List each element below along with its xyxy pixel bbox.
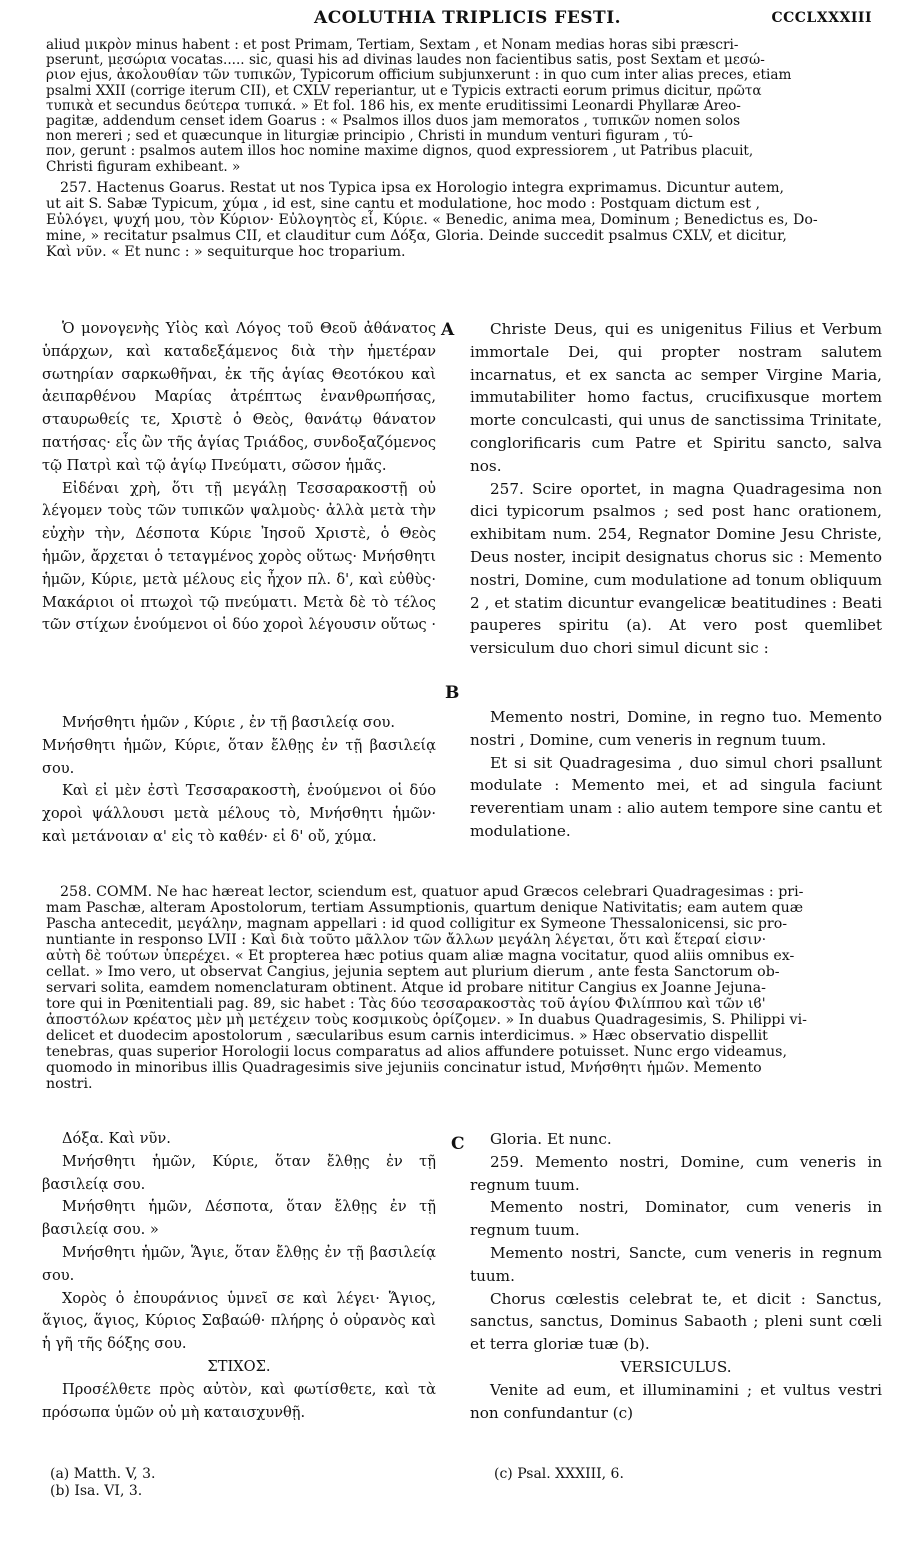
greek-verse: Μνήσθητι ἡμῶν, Κύριε, ὅταν ἔλθῃς ἐν τῇ βασιλείᾳ σου. [42,1152,436,1193]
text-line: 257. Hactenus Goarus. Restat ut nos Typica ipsa ex Horologio integra exprimamus. Dicuntur autem, [60,180,785,196]
text-line: psalmi XXII (corrige iterum CII), et CXLV reperiantur, ut e Typicis extracti eorum primus dicitur, πρῶτα [46,82,762,99]
greek-column-a [42,318,436,637]
text-line: ut ait S. Sabæ Typicum, χύμα , id est, sine cantu et modulatione, hoc modo : Postquam dictum est , [46,196,760,212]
greek-verse: Μνήσθητι ἡμῶν, Δέσποτα, ὅταν ἔλθῃς ἐν τῇ βασιλείᾳ σου. » [42,1198,436,1239]
text-line: delicet et duodecim apostolorum , sæcularibus esum carnis interdicimus. » Hæc observatio dispellit [46,1028,768,1044]
greek-rubric: Εἰδέναι χρὴ, ὅτι τῇ μεγάλῃ Τεσσαρακοστῇ οὐ λέγομεν τοὺς τῶν τυπικῶν ψαλμοὺς· ἀλλὰ μετὰ τὴν εὐχὴν τὴν, Δέσποτα Κύριε Ἰησοῦ Χριστὲ, ὁ Θεὸς ἡμῶν, ἄρχεται ὁ τεταγμένος χορὸς οὕτως· Μνήσθητι ἡμῶν, Κύριε, μετὰ μέλους εἰς ἦχον πλ. δ', καὶ εὐθὺς· Μακάριοι οἱ πτωχοὶ τῷ πνεύματι. Μετὰ δὲ τὸ τέλος τῶν στίχων ἑνούμενοι οἱ δύο χοροὶ λέγουσιν οὕτως · [42,479,436,634]
margin-letter-c: C [451,1134,465,1154]
latin-verse: 259. Memento nostri, Domine, cum veneris in regnum tuum. [470,1152,882,1194]
footnote: (c) Psal. XXXIII, 6. [494,1466,624,1482]
latin-column-c [470,1128,882,1424]
text-line: tenebras, quas superior Horologii locus comparatus ad alios affundere potuisset. Nunc ergo videamus, [46,1044,787,1060]
latin-verse: Chorus cœlestis celebrat te, et dicit : Sanctus, sanctus, sanctus, Dominus Sabaoth ; pleni sunt cœli et terra gloriæ tuæ (b). [470,1289,882,1354]
latin-heading: VERSICULUS. [620,1357,732,1376]
greek-column-c [42,1128,436,1424]
latin-doxology: Gloria. Et nunc. [490,1130,612,1148]
text-line: servari solita, eamdem nomenclaturam obtinent. Atque id probare nititur Cangius ex Joanne Jejuna- [46,980,766,996]
margin-letter-a: A [441,320,455,340]
intro-paragraph [46,38,882,175]
latin-verse: Memento nostri, Dominator, cum veneris in regnum tuum. [470,1198,882,1240]
greek-verse: Μνήσθητι ἡμῶν , Κύριε , ἐν τῇ βασιλείᾳ σου. [62,714,396,731]
greek-column-b [42,712,436,849]
text-line: tore qui in Pœnitentiali pag. 89, sic habet : Τὰς δύο τεσσαρακοστὰς τοῦ ἁγίου Φιλίππου καὶ τῶν ιϐ' [46,996,766,1012]
text-line: Pascha antecedit, μεγάλην, magnam appellari : id quod colligitur ex Symeone Thessalonicensi, sic pro- [46,916,788,932]
text-line: Christi figuram exhibeant. » [46,158,241,175]
greek-verse: Χορὸς ὁ ἐπουράνιος ὑμνεῖ σε καὶ λέγει· Ἅγιος, ἅγιος, ἅγιος, Κύριος Σαβαώθ· πλήρης ὁ οὐρανὸς καὶ ἡ γῆ τῆς δόξης σου. [42,1289,436,1353]
text-line: quomodo in minoribus illis Quadragesimis sive jejuniis concinatur istud, Μνήσθητι ἡμῶν. Memento [46,1060,762,1076]
text-line: τυπικὰ et secundus δεύτερα τυπικά. » Et fol. 186 his, ex mente eruditissimi Leonardi Phyllaræ Areo- [46,97,741,114]
text-line: mine, » recitatur psalmus CII, et clauditur cum Δόξα, Gloria. Deinde succedit psalmus CXLV, et dicitur, [46,228,787,244]
text-line: ἀποστόλων κρέατος μὲν μὴ μετέχειν τοὺς κοσμικοὺς ὁρίζομεν. » In duabus Quadragesimis, S. Philippi vi- [46,1012,807,1028]
text-line: aliud μικρὸν minus habent : et post Primam, Tertiam, Sextam , et Nonam medias horas sibi præscri- [46,37,739,53]
latin-verse: Memento nostri, Sancte, cum veneris in regnum tuum. [470,1243,882,1285]
greek-troparion: Ὁ μονογενὴς Υἱὸς καὶ Λόγος τοῦ Θεοῦ ἀθάνατος ὑπάρχων, καὶ καταδεξάμενος διὰ τὴν ἡμετέραν σωτηρίαν σαρκωθῆναι, ἐκ τῆς ἁγίας Θεοτόκου καὶ ἀειπαρθένου Μαρίας ἀτρέπτως ἐνανθρωπήσας, σταυρωθείς τε, Χριστὲ ὁ Θεὸς, θανάτῳ θάνατον πατήσας· εἷς ὢν τῆς ἁγίας Τριάδος, συνδοξαζόμενος τῷ Πατρὶ καὶ τῷ ἁγίῳ Πνεύματι, σῶσον ἡμᾶς. [42,320,436,474]
latin-column-b [470,706,882,843]
footnotes-left [50,1466,430,1500]
latin-verse: Venite ad eum, et illuminamini ; et vultus vestri non confundantur (c) [470,1380,882,1422]
text-line: αὐτὴ δὲ τούτων ὑπερέχει. « Et propterea hæc potius quam aliæ magna vocitatur, quod aliis omnibus ex- [46,948,795,964]
latin-column-a [470,318,882,660]
text-line: pagitæ, addendum censet idem Goarus : « Psalmos illos duos jam memoratos , τυπικῶν nomen solos [46,113,741,130]
text-line: pserunt, μεσώρια vocatas..... sic, quasi his ad divinas laudes non facientibus satis, post Sextam et μεσώ- [46,52,765,69]
text-line: πον, gerunt : psalmos autem illos hoc nomine maxime dignos, quod expressiorem , ut Patribus placuit, [46,143,754,160]
text-line: mam Paschæ, alteram Apostolorum, tertiam Assumptionis, quartum denique Nativitatis; eam autem quæ [46,900,804,916]
latin-rubric: Et si sit Quadragesima , duo simul chori psallunt modulate : Memento mei, et ad singula faciunt reverentiam unam : alio autem tempore sine cantu et modulatione. [470,753,882,840]
text-line: Εὐλόγει, ψυχή μου, τὸν Κύριον· Εὐλογητὸς εἶ, Κύριε. « Benedic, anima mea, Dominum ; Benedictus es, Do- [46,212,818,228]
paragraph-257 [46,180,882,260]
latin-rubric: 257. Scire oportet, in magna Quadragesima non dici typicorum psalmos ; sed post hanc orationem, exhibitam num. 254, Regnator Domine Jesu Christe, Deus noster, incipit designatus chorus sic : Memento nostri, Domine, cum modulatione ad tonum obliquum 2 , et statim dicuntur evangelicæ beatitudines : Beati pauperes spiritu (a). At vero post quemlibet versiculum duo chori simul dicunt sic : [470,479,882,658]
text-line: cellat. » Imo vero, ut observat Cangius, jejunia septem aut plurium dierum , ante festa Sanctorum ob- [46,964,780,980]
footnote: (a) Matth. V, 3. [50,1466,156,1482]
greek-verse: Μνήσθητι ἡμῶν, Κύριε, ὅταν ἔλθῃς ἐν τῇ βασιλείᾳ σου. [42,736,436,777]
greek-verse: Μνήσθητι ἡμῶν, Ἅγιε, ὅταν ἔλθῃς ἐν τῇ βασιλείᾳ σου. [42,1243,436,1284]
text-line: 258. COMM. Ne hac hæreat lector, sciendum est, quatuor apud Græcos celebrari Quadragesimas : pri- [60,884,804,900]
greek-doxology: Δόξα. Καὶ νῦν. [62,1130,171,1147]
latin-verse: Memento nostri, Domine, in regno tuo. Memento nostri , Domine, cum veneris in regnum tuum. [470,708,882,749]
text-line: nostri. [46,1076,93,1092]
greek-heading: ΣΤΙΧΟΣ. [207,1357,271,1375]
page-number: CCCLXXXIII [771,10,872,26]
margin-letter-b: B [445,683,460,703]
footnotes-right [494,1466,874,1483]
footnote: (b) Isa. VI, 3. [50,1483,143,1499]
running-header [0,8,910,36]
text-line: non mereri ; sed et quæcunque in liturgiæ principio , Christi in mundum venturi figuram , τύ- [46,128,693,145]
paragraph-258 [46,884,882,1092]
greek-rubric: Καὶ εἰ μὲν ἐστὶ Τεσσαρακοστὴ, ἑνούμενοι οἱ δύο χοροὶ ψάλλουσι μετὰ μέλους τὸ, Μνήσθητι ἡμῶν· καὶ μετάνοιαν α' εἰς τὸ καθέν· εἰ δ' οὔ, χύμα. [42,782,436,845]
running-title: ACOLUTHIA TRIPLICIS FESTI. [314,8,622,28]
text-line: ριον ejus, ἀκολουθίαν τῶν τυπικῶν, Typicorum officium subjunxerunt : in quo cum inter alias preces, etiam [46,67,792,84]
text-line: Καὶ νῦν. « Et nunc : » sequiturque hoc troparium. [46,244,406,260]
latin-troparion: Christe Deus, qui es unigenitus Filius et Verbum immortale Dei, qui propter nostram salutem incarnatus, et ex sancta ac semper Virgine Maria, immutabiliter homo factus, crucifixusque mortem morte conculcasti, qui unus de sanctissima Trinitate, conglorificaris cum Patre et Spiritu sancto, salva nos. [470,320,882,475]
text-line: nuntiante in responso LVII : Καὶ διὰ τοῦτο μᾶλλον τῶν ἄλλων μεγάλη λέγεται, ὅτι καὶ ἕτεραί εἰσιν· [46,932,767,948]
greek-verse: Προσέλθετε πρὸς αὐτὸν, καὶ φωτίσθετε, καὶ τὰ πρόσωπα ὑμῶν οὐ μὴ καταισχυνθῇ. [42,1380,436,1421]
